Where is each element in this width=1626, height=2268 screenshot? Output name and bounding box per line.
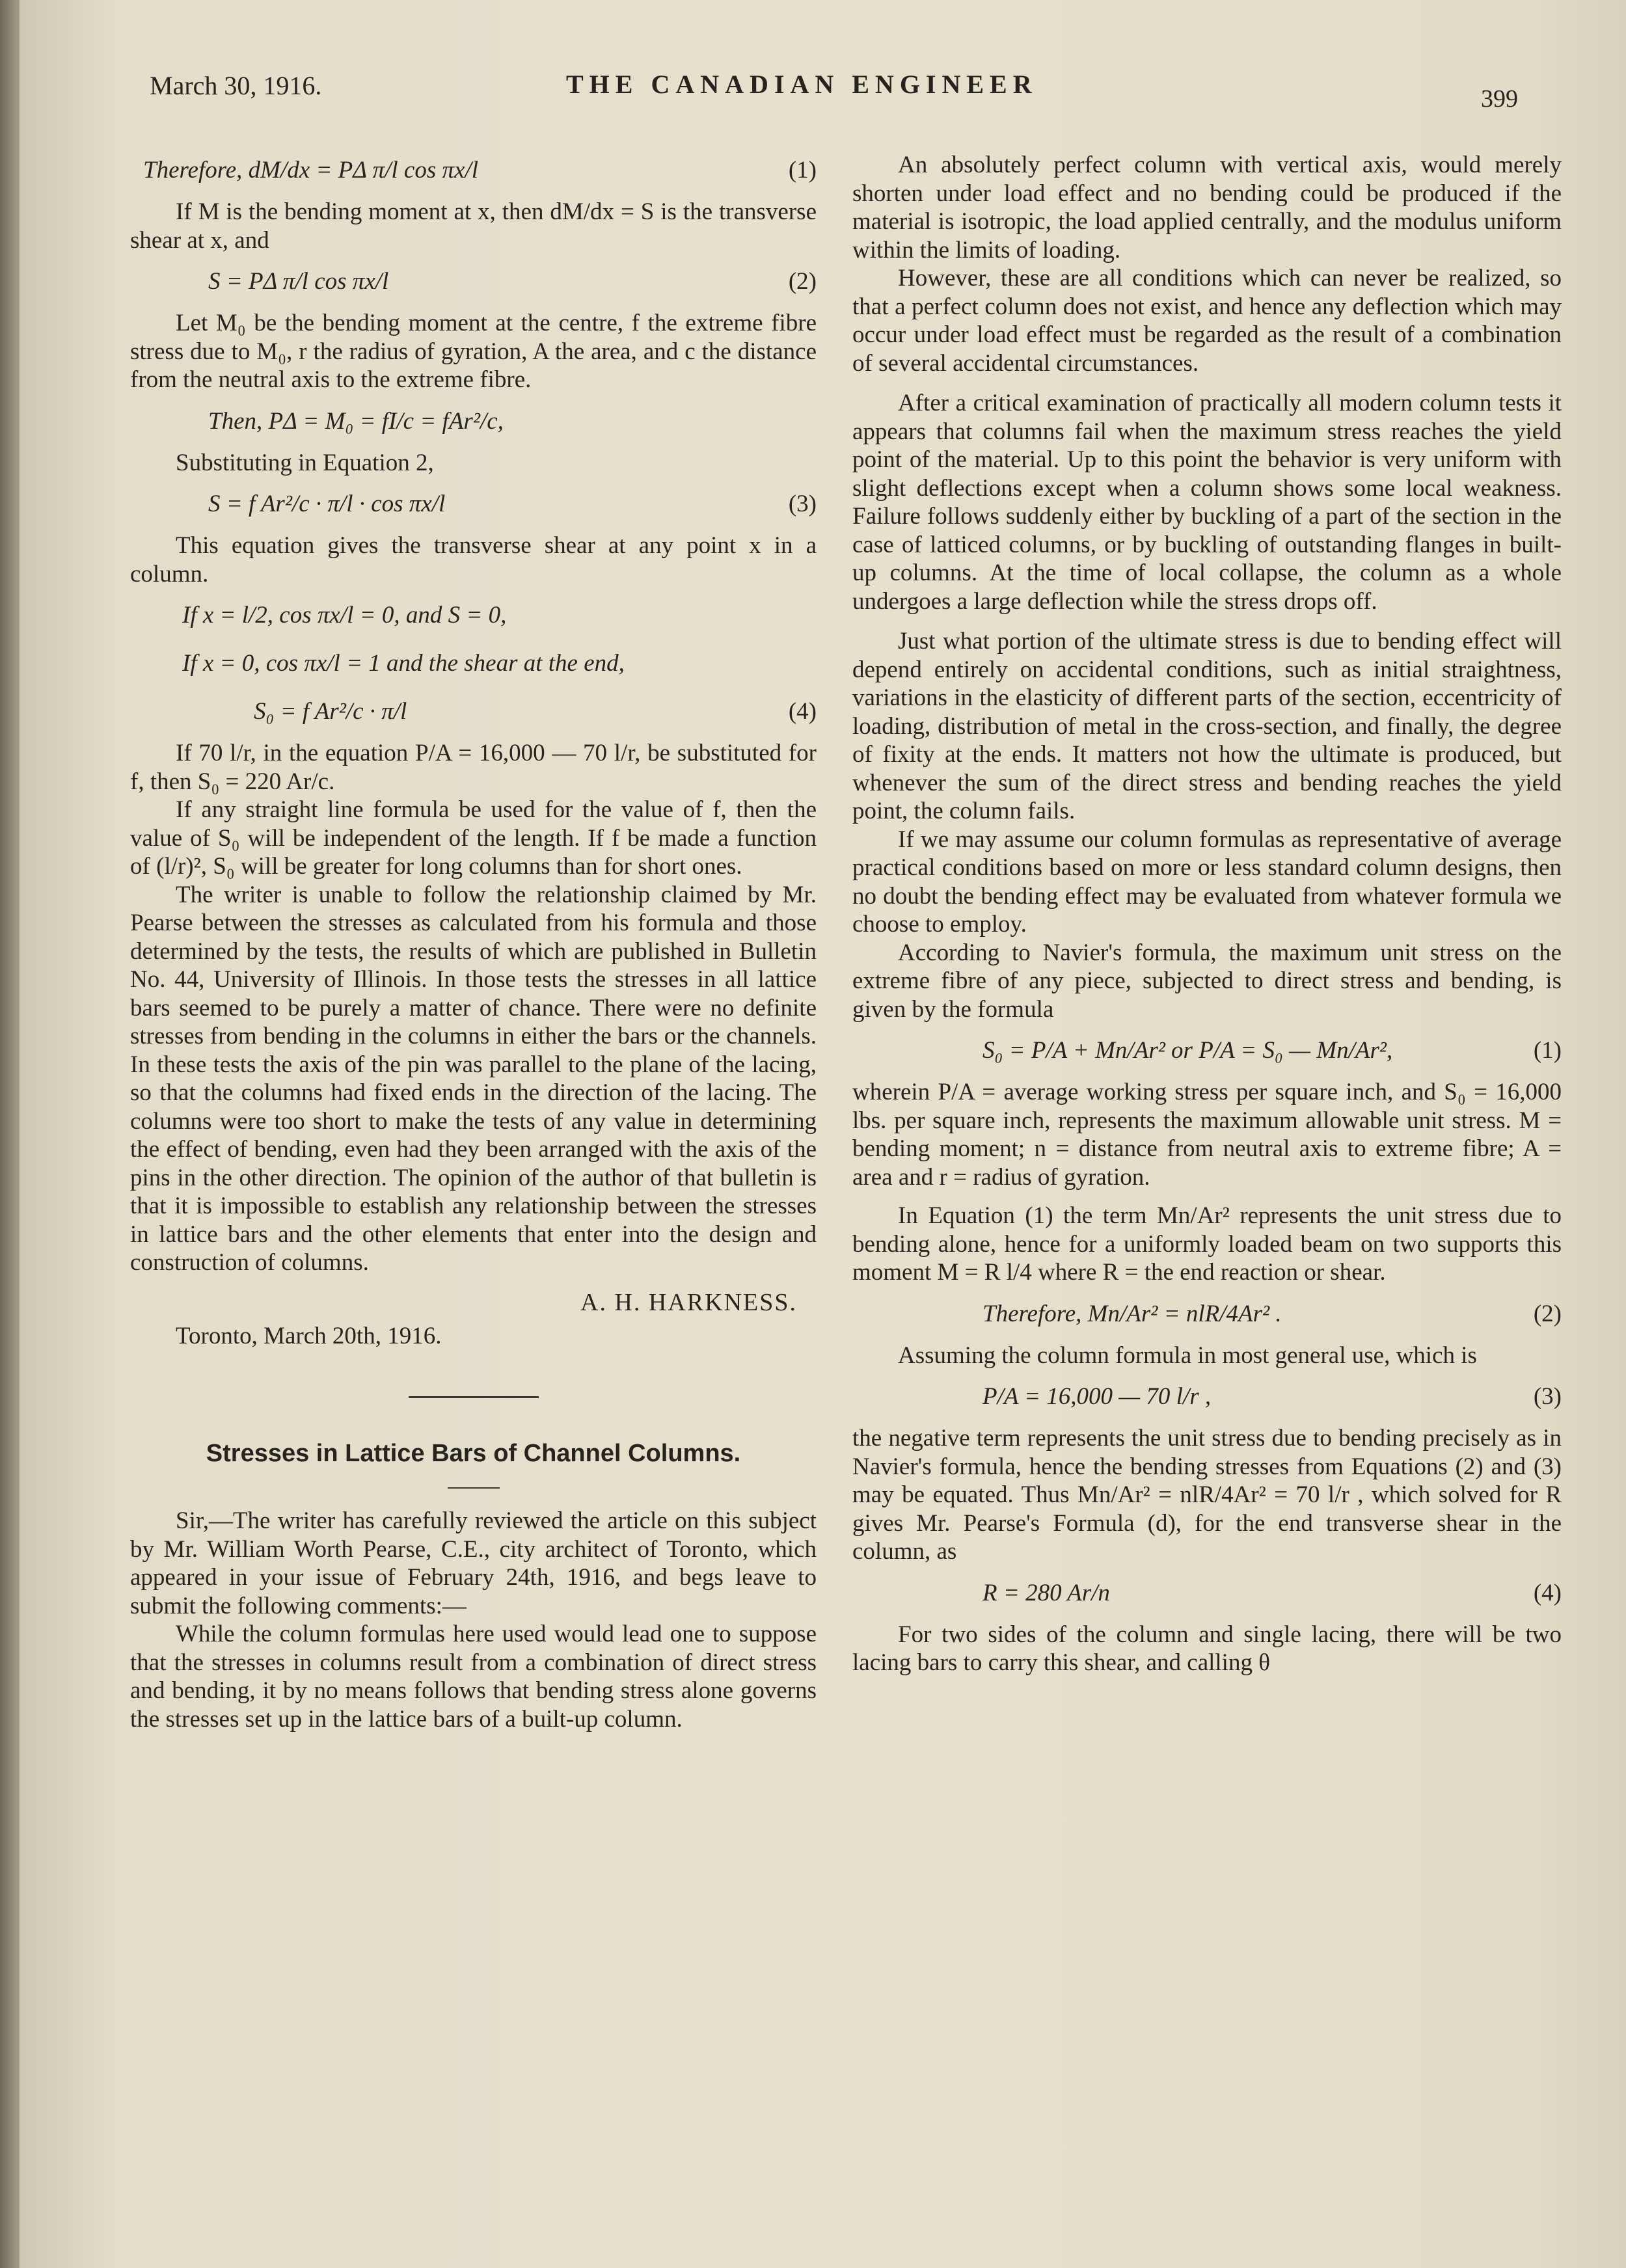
paragraph: If we may assume our column formulas as representative of average practical conditions based on more or less standard column designs, then no doubt the bending effect may be evaluated from whatever formula we choose to employ.	[852, 826, 1562, 938]
journal-page	[20, 0, 1626, 2268]
paragraph: wherein P/A = average working stress per square inch, and S₀ = 16,000 lbs. per square inch, represents the maximum allowable unit stress. M = bending moment; n = distance from neutral axis to extreme fibre; A = area and r = radius of gyration.	[852, 1079, 1562, 1191]
paragraph: While the column formulas here used would lead one to suppose that the stresses in columns result from a combination of direct stress and bending, it by no means follows that bending stress alone governs the stresses set up in the lattice bars of a built-up column.	[130, 1621, 817, 1733]
paragraph: Substituting in Equation 2,	[176, 449, 434, 476]
equation-3: S = f Ar²/c · π/l · cos πx/l (3)	[208, 491, 817, 517]
paragraph: An absolutely perfect column with vertical axis, would merely shorten under load effect and no bending could be produced if the material is isotropic, the load applied centrally, and the modulus uniform within the limits of loading.	[852, 152, 1562, 263]
paragraph: However, these are all conditions which can never be realized, so that a perfect column does not exist, and hence any deflection which may occur under load effect must be regarded as the result of a combination of several accidental circumstances.	[852, 265, 1562, 377]
paragraph: For two sides of the column and single lacing, there will be two lacing bars to carry this shear, and calling θ	[852, 1621, 1562, 1676]
journal-title: THE CANADIAN ENGINEER	[566, 70, 1038, 99]
equation-if-x-half: If x = l/2, cos πx/l = 0, and S = 0,	[182, 602, 507, 628]
paragraph: If any straight line formula be used for the value of f, then the value of S₀ will be independent of the length. If f be made a function of (l/r)², S₀ will be greater for long columns than for short ones.	[130, 796, 817, 880]
equation-1: Therefore, dM/dx = PΔ π/l cos πx/l (1)	[143, 157, 817, 183]
equation-2: S = PΔ π/l cos πx/l (2)	[208, 268, 817, 295]
equation-then: Then, PΔ = M₀ = fI/c = fAr²/c,	[208, 407, 504, 435]
paragraph: After a critical examination of practically all modern column tests it appears that columns fail when the maximum stress reaches the yield point of the material. Up to this point the behavior is very uniform with slight deflections except when a column shows some local weakness. Failure follows suddenly either by buckling of a part of the section in the case of latticed columns, or by buckling of outstanding flanges in built-up columns. At the time of local collapse, the column as a whole undergoes a large deflection while the stress drops off.	[852, 390, 1562, 615]
paragraph: Just what portion of the ultimate stress is due to bending effect will depend entirely on accidental conditions, such as initial straightness, variations in the elasticity of different parts of the section, eccentricity of loading, distribution of metal in the cross-section, and finally, the degree of fixity at the ends. It matters not how the ultimate is produced, but whenever the sum of the direct stress and bending reaches the yield point, the column fails.	[852, 628, 1562, 824]
right-column	[852, 151, 1562, 1677]
equation-4-right: R = 280 Ar/n (4)	[982, 1579, 1562, 1606]
equation-2-right: Therefore, Mn/Ar² = nlR/4Ar² . (2)	[982, 1300, 1562, 1327]
place-date: Toronto, March 20th, 1916.	[176, 1323, 442, 1349]
paragraph: The writer is unable to follow the relationship claimed by Mr. Pearse between the stresses as calculated from his formula and those determined by the tests, the results of which are published in Bulletin No. 44, University of Illinois. In those tests the stresses in all lattice bars seemed to be purely a matter of chance. There were no definite stresses from bending in the columns in either the bars or the channels. In these tests the axis of the pin was parallel to the plane of the lacing, so that the columns had fixed ends in the direction of the lacing. The columns were too short to make the tests of any value in determining the effect of bending, even had they been arranged with the axis of the pins in the other direction. The opinion of the author of that bulletin is that it is impossible to establish any relationship between the stresses in lattice bars and the other elements that enter into the design and construction of columns.	[130, 881, 817, 1276]
header-date: March 30, 1916.	[150, 71, 322, 100]
paragraph: Assuming the column formula in most general use, which is	[898, 1342, 1477, 1369]
equation-if-x-zero: If x = 0, cos πx/l = 1 and the shear at the end,	[182, 650, 625, 677]
page-number: 399	[1481, 85, 1518, 113]
paragraph: According to Navier's formula, the maximum unit stress on the extreme fibre of any piece, subjected to direct stress and bending, is given by the formula	[852, 939, 1562, 1023]
paragraph: Sir,—The writer has carefully reviewed the article on this subject by Mr. William Worth Pearse, C.E., city architect of Toronto, which appeared in your issue of February 24th, 1916, and begs leave to submit the following comments:—	[130, 1507, 817, 1619]
equation-4: S₀ = f Ar²/c · π/l (4)	[254, 698, 817, 725]
article-title: Stresses in Lattice Bars of Channel Columns.	[206, 1439, 741, 1467]
paragraph: If 70 l/r, in the equation P/A = 16,000 — 70 l/r, be substituted for f, then S₀ = 220 Ar/c.	[130, 740, 817, 795]
paragraph: Let M₀ be the bending moment at the centre, f the extreme fibre stress due to M₀, r the radius of gyration, A the area, and c the distance from the neutral axis to the extreme fibre.	[130, 310, 817, 393]
section-divider	[409, 1396, 539, 1398]
paragraph: If M is the bending moment at x, then dM/dx = S is the transverse shear at x, and	[130, 198, 817, 254]
equation-navier: S₀ = P/A + Mn/Ar² or P/A = S₀ — Mn/Ar², (1)	[982, 1037, 1562, 1064]
paragraph: the negative term represents the unit stress due to bending precisely as in Navier's formula, hence the bending stresses from Equations (2) and (3) may be equated. Thus Mn/Ar² = nlR/4Ar² = 70 l/r , which solved for R gives Mr. Pearse's Formula (d), for the end transverse shear in the column, as	[852, 1425, 1562, 1565]
equation-3-right: P/A = 16,000 — 70 l/r , (3)	[982, 1383, 1562, 1410]
binding-shadow	[0, 0, 20, 2268]
signature: A. H. HARKNESS.	[580, 1288, 797, 1316]
paragraph: In Equation (1) the term Mn/Ar² represents the unit stress due to bending alone, hence for a uniformly loaded beam on two supports this moment M = R l/4 where R = the end reaction or shear.	[852, 1202, 1562, 1286]
title-rule	[448, 1487, 500, 1489]
left-column	[130, 143, 817, 1733]
paragraph: This equation gives the transverse shear at any point x in a column.	[130, 532, 817, 587]
